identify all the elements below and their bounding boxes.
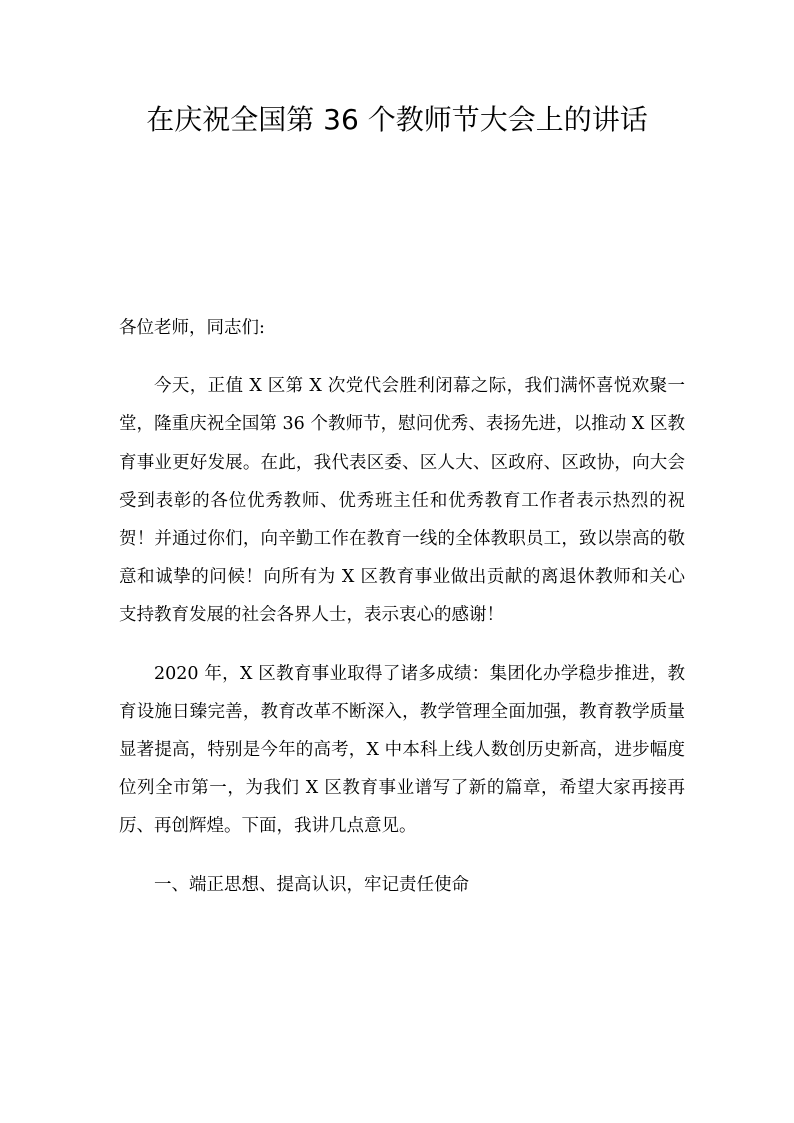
paragraph-achievements: 2020 年，X 区教育事业取得了诸多成绩：集团化办学稳步推进，教育设施日臻完善，教育改革不断深入，教学管理全面加强，教育教学质量显著提高，特别是今年的高考，X 中本科上线人数创历史新高，进步幅度位列全市第一，为我们 X 区教育事业谱写了新的篇章，希望大家再接再厉、再创辉煌。下面，我讲几点意见。 bbox=[119, 663, 685, 837]
salutation: 各位老师，同志们: bbox=[119, 318, 265, 338]
section-heading: 一、端正思想、提高认识，牢记责任使命 bbox=[154, 874, 469, 895]
document-title: 在庆祝全国第 36 个教师节大会上的讲话 bbox=[146, 103, 648, 136]
document-body bbox=[119, 309, 685, 904]
paragraph-opening: 今天，正值 X 区第 X 次党代会胜利闭幕之际，我们满怀喜悦欢聚一堂，隆重庆祝全国第 36 个教师节，慰问优秀、表扬先进，以推动 X 区教育事业更好发展。在此，我代表区委、区人大、区政府、区政协，向大会受到表彰的各位优秀教师、优秀班主任和优秀教育工作者表示热烈的祝贺！并通过你们，向辛勤工作在教育一线的全体教职员工，致以崇高的敬意和诚挚的问候！向所有为 X 区教育事业做出贡献的离退休教师和关心支持教育发展的社会各界人士，表示衷心的感谢！ bbox=[119, 376, 685, 626]
